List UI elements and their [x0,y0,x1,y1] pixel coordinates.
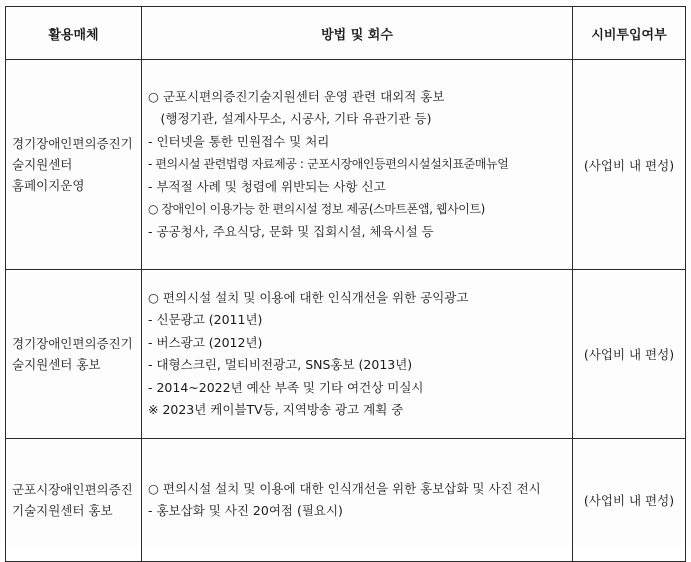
header-row [6,7,686,60]
media-plan-table [5,6,686,562]
media-line: 술지원센터 홍보 [12,357,101,372]
method-line: - 부적절 사례 및 청렴에 위반되는 사항 신고 [148,178,386,194]
method-line: - 인터넷을 통한 민원접수 및 처리 [148,133,330,149]
method-line: ※ 2023년 케이블TV등, 지역방송 광고 계획 중 [148,402,404,417]
method-line: - 대형스크린, 멀티비전광고, SNS홍보 (2013년) [148,357,413,372]
method-line: ○ 장애인이 이용가능 한 편의시설 정보 제공(스마트폰앱, 웹사이트) [148,202,485,217]
header-method: 방법 및 회수 [142,7,573,60]
media-cell [6,60,142,270]
method-line: ○ 군포시편의증진기술지원센터 운영 관련 대외적 홍보 [148,88,445,104]
fund-cell: (사업비 내 편성) [573,439,686,562]
media-line: 경기장애인편의증진기 [12,336,133,351]
media-line: 기술지원센터 홍보 [12,503,113,518]
table-row [6,270,686,439]
method-line: - 2014~2022년 예산 부족 및 기타 여건상 미실시 [148,379,424,395]
method-line: (행정기관, 설계사무소, 시공사, 기타 유관기관 등) [148,111,432,127]
method-line: ○ 편의시설 설치 및 이용에 대한 인식개선을 위한 공익광고 [148,289,469,305]
method-line: - 버스광고 (2012년) [148,334,263,350]
media-line: 경기장애인편의증진기 [12,136,133,151]
method-line: - 공공청사, 주요식당, 문화 및 집회시설, 체육시설 등 [148,223,434,239]
table-row [6,439,686,562]
method-cell [142,270,573,439]
fund-cell: (사업비 내 편성) [573,270,686,439]
media-cell [6,439,142,562]
method-cell [142,439,573,562]
media-line: 술지원센터 [12,157,73,172]
method-line: - 편의시설 관련법령 자료제공 : 군포시장애인등편의시설설치표준매뉴얼 [148,157,509,172]
method-line: - 신문광고 (2011년) [148,312,263,327]
media-line: 군포시장애인편의증진 [12,482,133,497]
header-fund: 시비투입여부 [573,7,686,60]
method-line: ○ 편의시설 설치 및 이용에 대한 인식개선을 위한 홍보삽화 및 사진 전시 [148,480,541,496]
method-line: - 홍보삽화 및 사진 20여점 (필요시) [148,503,343,518]
media-line: 홈페이지운영 [12,178,85,193]
table-row [6,60,686,270]
fund-cell: (사업비 내 편성) [573,60,686,270]
media-cell [6,270,142,439]
method-cell [142,60,573,270]
header-media: 활용매체 [6,7,142,60]
